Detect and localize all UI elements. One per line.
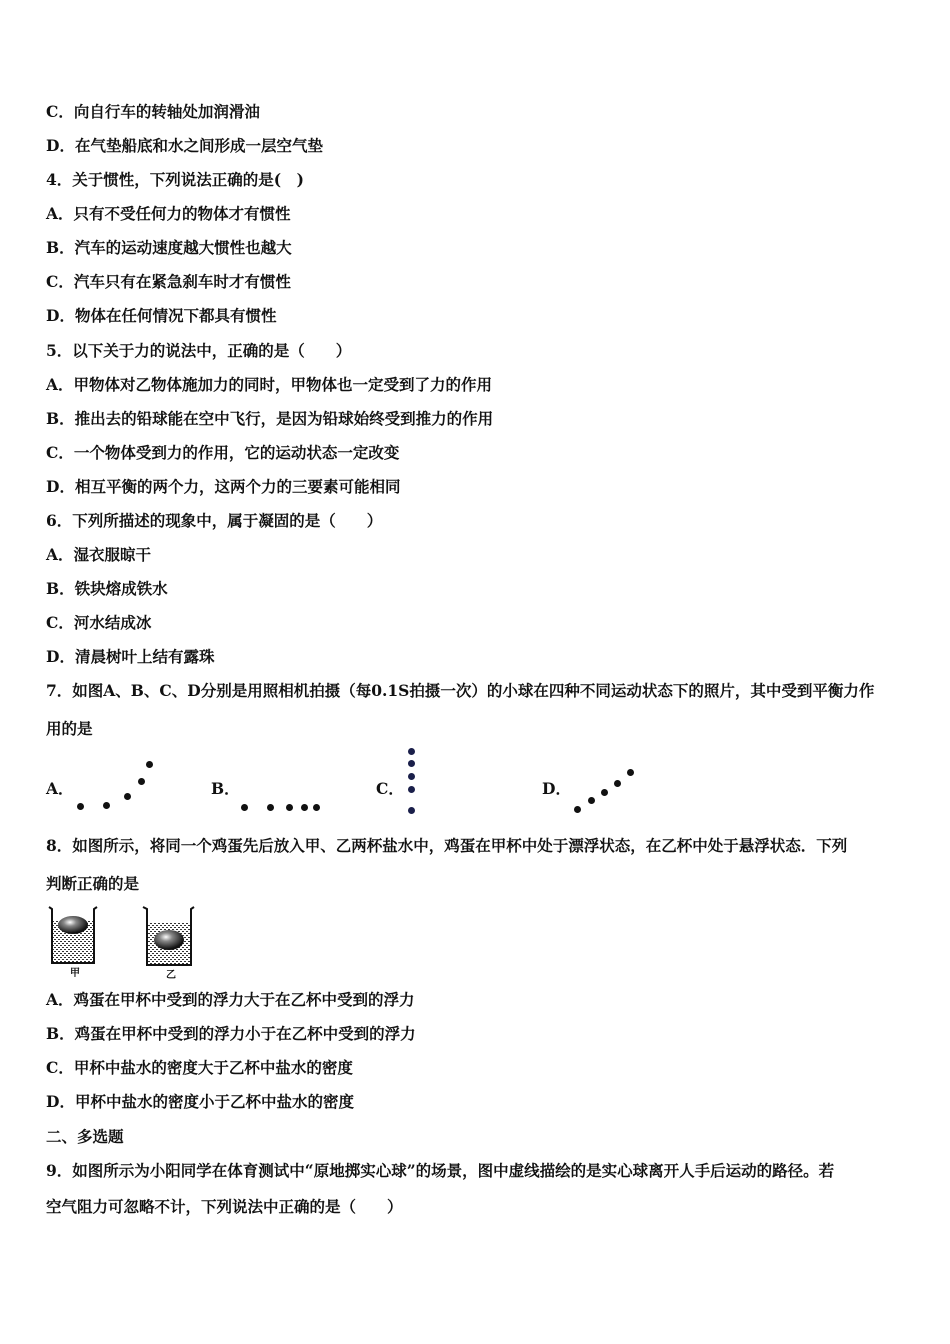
q8-option-d: D．甲杯中盐水的密度小于乙杯中盐水的密度 [46,1092,354,1111]
q7-label-a: A． [46,779,74,798]
q4-option-c: C．汽车只有在紧急刹车时才有惯性 [46,272,291,291]
q3-option-c: C．向自行车的转轴处加润滑油 [46,102,260,121]
q5-option-d: D．相互平衡的两个力，这两个力的三要素可能相同 [46,477,401,496]
beaker-jia [49,907,97,963]
q7-b-ball [313,804,320,811]
q7-a-ball [103,802,110,809]
q9-stem-line2: 空气阻力可忽略不计，下列说法中正确的是（ ） [46,1197,403,1216]
cup-label-jia: 甲 [70,968,80,979]
q8-option-b: B．鸡蛋在甲杯中受到的浮力小于在乙杯中受到的浮力 [46,1024,416,1043]
q7-figure [0,745,950,825]
q6-stem: 6．下列所描述的现象中，属于凝固的是（ ） [46,511,383,530]
q7-stem-line1: 7．如图A、B、C、D分别是用照相机拍摄（每0.1S拍摄一次）的小球在四种不同运动状态下的照片，其中受到平衡力作 [46,681,875,700]
q7-b-ball [286,804,293,811]
q8-stem-line2: 判断正确的是 [46,874,140,893]
q7-c-ball [408,786,415,793]
q7-b-ball [301,804,308,811]
q6-option-a: A．湿衣服晾干 [46,545,152,564]
q7-d-ball [574,806,581,813]
q7-d-ball [614,780,621,787]
q7-c-ball [408,748,415,755]
beaker-yi [143,907,194,965]
q8-option-c: C．甲杯中盐水的密度大于乙杯中盐水的密度 [46,1058,353,1077]
q7-d-ball [588,797,595,804]
q8-figure [46,903,206,981]
q7-a-ball [77,803,84,810]
q6-option-c: C．河水结成冰 [46,613,152,632]
q3-option-d: D．在气垫船底和水之间形成一层空气垫 [46,136,323,155]
q7-c-ball [408,760,415,767]
q8-option-a: A．鸡蛋在甲杯中受到的浮力大于在乙杯中受到的浮力 [46,990,415,1009]
section-heading-multiple-choice: 二、多选题 [46,1127,124,1146]
q4-option-b: B．汽车的运动速度越大惯性也越大 [46,238,292,257]
q4-stem: 4．关于惯性，下列说法正确的是( ) [46,170,304,189]
q8-stem-line1: 8．如图所示，将同一个鸡蛋先后放入甲、乙两杯盐水中，鸡蛋在甲杯中处于漂浮状态，在乙杯中处于悬浮状态．下列 [46,836,848,855]
egg-suspended [154,930,184,950]
q7-d-ball [601,789,608,796]
q7-label-c: C． [376,779,404,798]
q7-a-ball [146,761,153,768]
q7-b-ball [267,804,274,811]
q6-option-b: B．铁块熔成铁水 [46,579,168,598]
egg-floating [58,916,88,934]
q5-option-c: C．一个物体受到力的作用，它的运动状态一定改变 [46,443,400,462]
q9-stem-line1: 9．如图所示为小阳同学在体育测试中“原地掷实心球”的场景，图中虚线描绘的是实心球离开人手后运动的路径。若 [46,1161,835,1180]
q7-c-ball [408,807,415,814]
cup-label-yi: 乙 [166,970,176,981]
q5-stem: 5．以下关于力的说法中，正确的是（ ） [46,341,352,360]
q7-label-b: B． [211,779,240,798]
q5-option-a: A．甲物体对乙物体施加力的同时，甲物体也一定受到了力的作用 [46,375,493,394]
q7-label-d: D． [542,779,571,798]
q7-a-ball [124,793,131,800]
q7-a-ball [138,778,145,785]
q6-option-d: D．清晨树叶上结有露珠 [46,647,215,666]
q7-b-ball [241,804,248,811]
q7-d-ball [627,769,634,776]
q5-option-b: B．推出去的铅球能在空中飞行，是因为铅球始终受到推力的作用 [46,409,494,428]
q7-c-ball [408,773,415,780]
q4-option-d: D．物体在任何情况下都具有惯性 [46,306,277,325]
q7-stem-line2: 用的是 [46,719,93,738]
q4-option-a: A．只有不受任何力的物体才有惯性 [46,204,291,223]
